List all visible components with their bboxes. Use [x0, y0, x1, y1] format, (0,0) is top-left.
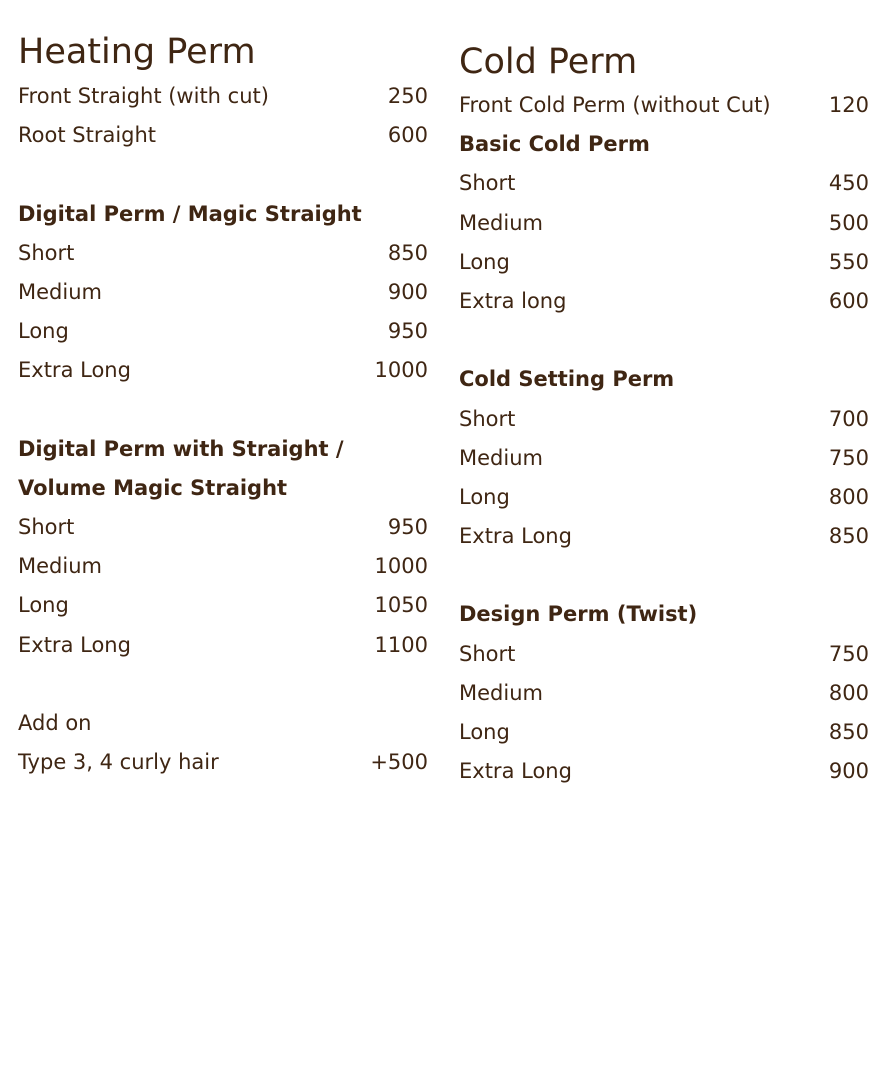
service-name: Medium	[18, 279, 102, 304]
price-row	[18, 234, 428, 273]
service-price: 900	[828, 759, 869, 784]
service-name: Medium	[459, 210, 543, 235]
service-price: 750	[828, 445, 869, 470]
service-name: Medium	[459, 680, 543, 705]
section-heading	[459, 595, 869, 634]
row-spacer	[459, 556, 869, 595]
service-name: Long	[459, 720, 510, 744]
service-name: Extra Long	[459, 759, 572, 784]
section-heading-label: Basic Cold Perm	[459, 132, 650, 157]
service-name: Long	[18, 319, 69, 344]
service-name: Front Cold Perm (without Cut)	[459, 93, 771, 117]
service-name: Extra Long	[18, 632, 131, 657]
price-row	[459, 86, 869, 125]
row-spacer	[18, 155, 428, 194]
price-row	[459, 204, 869, 243]
service-price: 600	[828, 288, 869, 313]
price-row	[18, 312, 428, 351]
service-price: 600	[387, 123, 428, 148]
service-name: Extra Long	[459, 524, 572, 549]
section-heading	[459, 360, 869, 399]
service-price: +500	[370, 750, 428, 775]
price-row	[459, 635, 869, 674]
service-price: 250	[387, 84, 428, 108]
service-price: 900	[387, 279, 428, 304]
service-price: 450	[828, 171, 869, 196]
price-row	[459, 713, 869, 752]
price-row	[459, 517, 869, 556]
service-name: Short	[459, 641, 516, 666]
service-price: 700	[828, 406, 869, 431]
service-name: Short	[459, 406, 516, 431]
service-name: Short	[18, 240, 75, 265]
service-name: Medium	[459, 445, 543, 470]
section-heading-label: Design Perm (Twist)	[459, 602, 698, 627]
section-heading-label: Digital Perm / Magic Straight	[18, 201, 362, 226]
price-row	[18, 547, 428, 586]
service-price: 800	[828, 484, 869, 509]
row-spacer	[459, 321, 869, 360]
service-name: Extra Long	[18, 358, 131, 383]
section-heading-label: Cold Setting Perm	[459, 367, 675, 392]
service-price: 950	[387, 515, 428, 540]
service-price: 500	[828, 210, 869, 235]
price-row	[18, 586, 428, 625]
price-row	[459, 243, 869, 282]
section-heading	[18, 430, 428, 469]
service-price: 550	[828, 249, 869, 274]
service-price: 1000	[374, 358, 428, 383]
service-name: Long	[18, 593, 69, 618]
service-price: 950	[387, 319, 428, 344]
price-row	[459, 439, 869, 478]
price-row	[18, 508, 428, 547]
price-row	[18, 351, 428, 390]
price-row	[459, 282, 869, 321]
service-price: 1000	[374, 554, 428, 579]
service-name: Add on	[18, 711, 92, 735]
heating-perm-list	[18, 77, 428, 782]
section-heading	[459, 125, 869, 164]
section-heading-label: Digital Perm with Straight /	[18, 436, 344, 461]
price-row	[18, 273, 428, 312]
service-price: 800	[828, 680, 869, 705]
service-price: 850	[828, 720, 869, 744]
service-price: 120	[828, 93, 869, 117]
price-row	[459, 674, 869, 713]
price-row	[459, 478, 869, 517]
price-row	[459, 164, 869, 203]
service-price: 1050	[374, 593, 428, 618]
service-name: Extra long	[459, 288, 567, 313]
service-price: 850	[387, 240, 428, 265]
price-row	[18, 77, 428, 116]
price-row	[18, 704, 428, 743]
price-row	[459, 400, 869, 439]
cold-perm-list	[459, 86, 869, 791]
price-row	[18, 116, 428, 155]
price-row	[459, 752, 869, 791]
service-name: Long	[459, 484, 510, 509]
service-name: Short	[18, 515, 75, 540]
service-name: Medium	[18, 554, 102, 579]
service-name: Root Straight	[18, 123, 157, 148]
service-price: 1100	[374, 632, 428, 657]
row-spacer	[18, 391, 428, 430]
cold-perm-title: Cold Perm	[459, 42, 638, 82]
service-name: Front Straight (with cut)	[18, 84, 269, 108]
section-heading	[18, 195, 428, 234]
service-price: 850	[828, 524, 869, 549]
service-name: Short	[459, 171, 516, 196]
row-spacer	[18, 665, 428, 704]
heating-perm-title: Heating Perm	[18, 32, 256, 72]
service-name: Long	[459, 249, 510, 274]
section-heading-label: Volume Magic Straight	[18, 475, 288, 500]
price-row	[18, 626, 428, 665]
service-price: 750	[828, 641, 869, 666]
section-heading	[18, 469, 428, 508]
service-name: Type 3, 4 curly hair	[18, 750, 219, 775]
price-row	[18, 743, 428, 782]
